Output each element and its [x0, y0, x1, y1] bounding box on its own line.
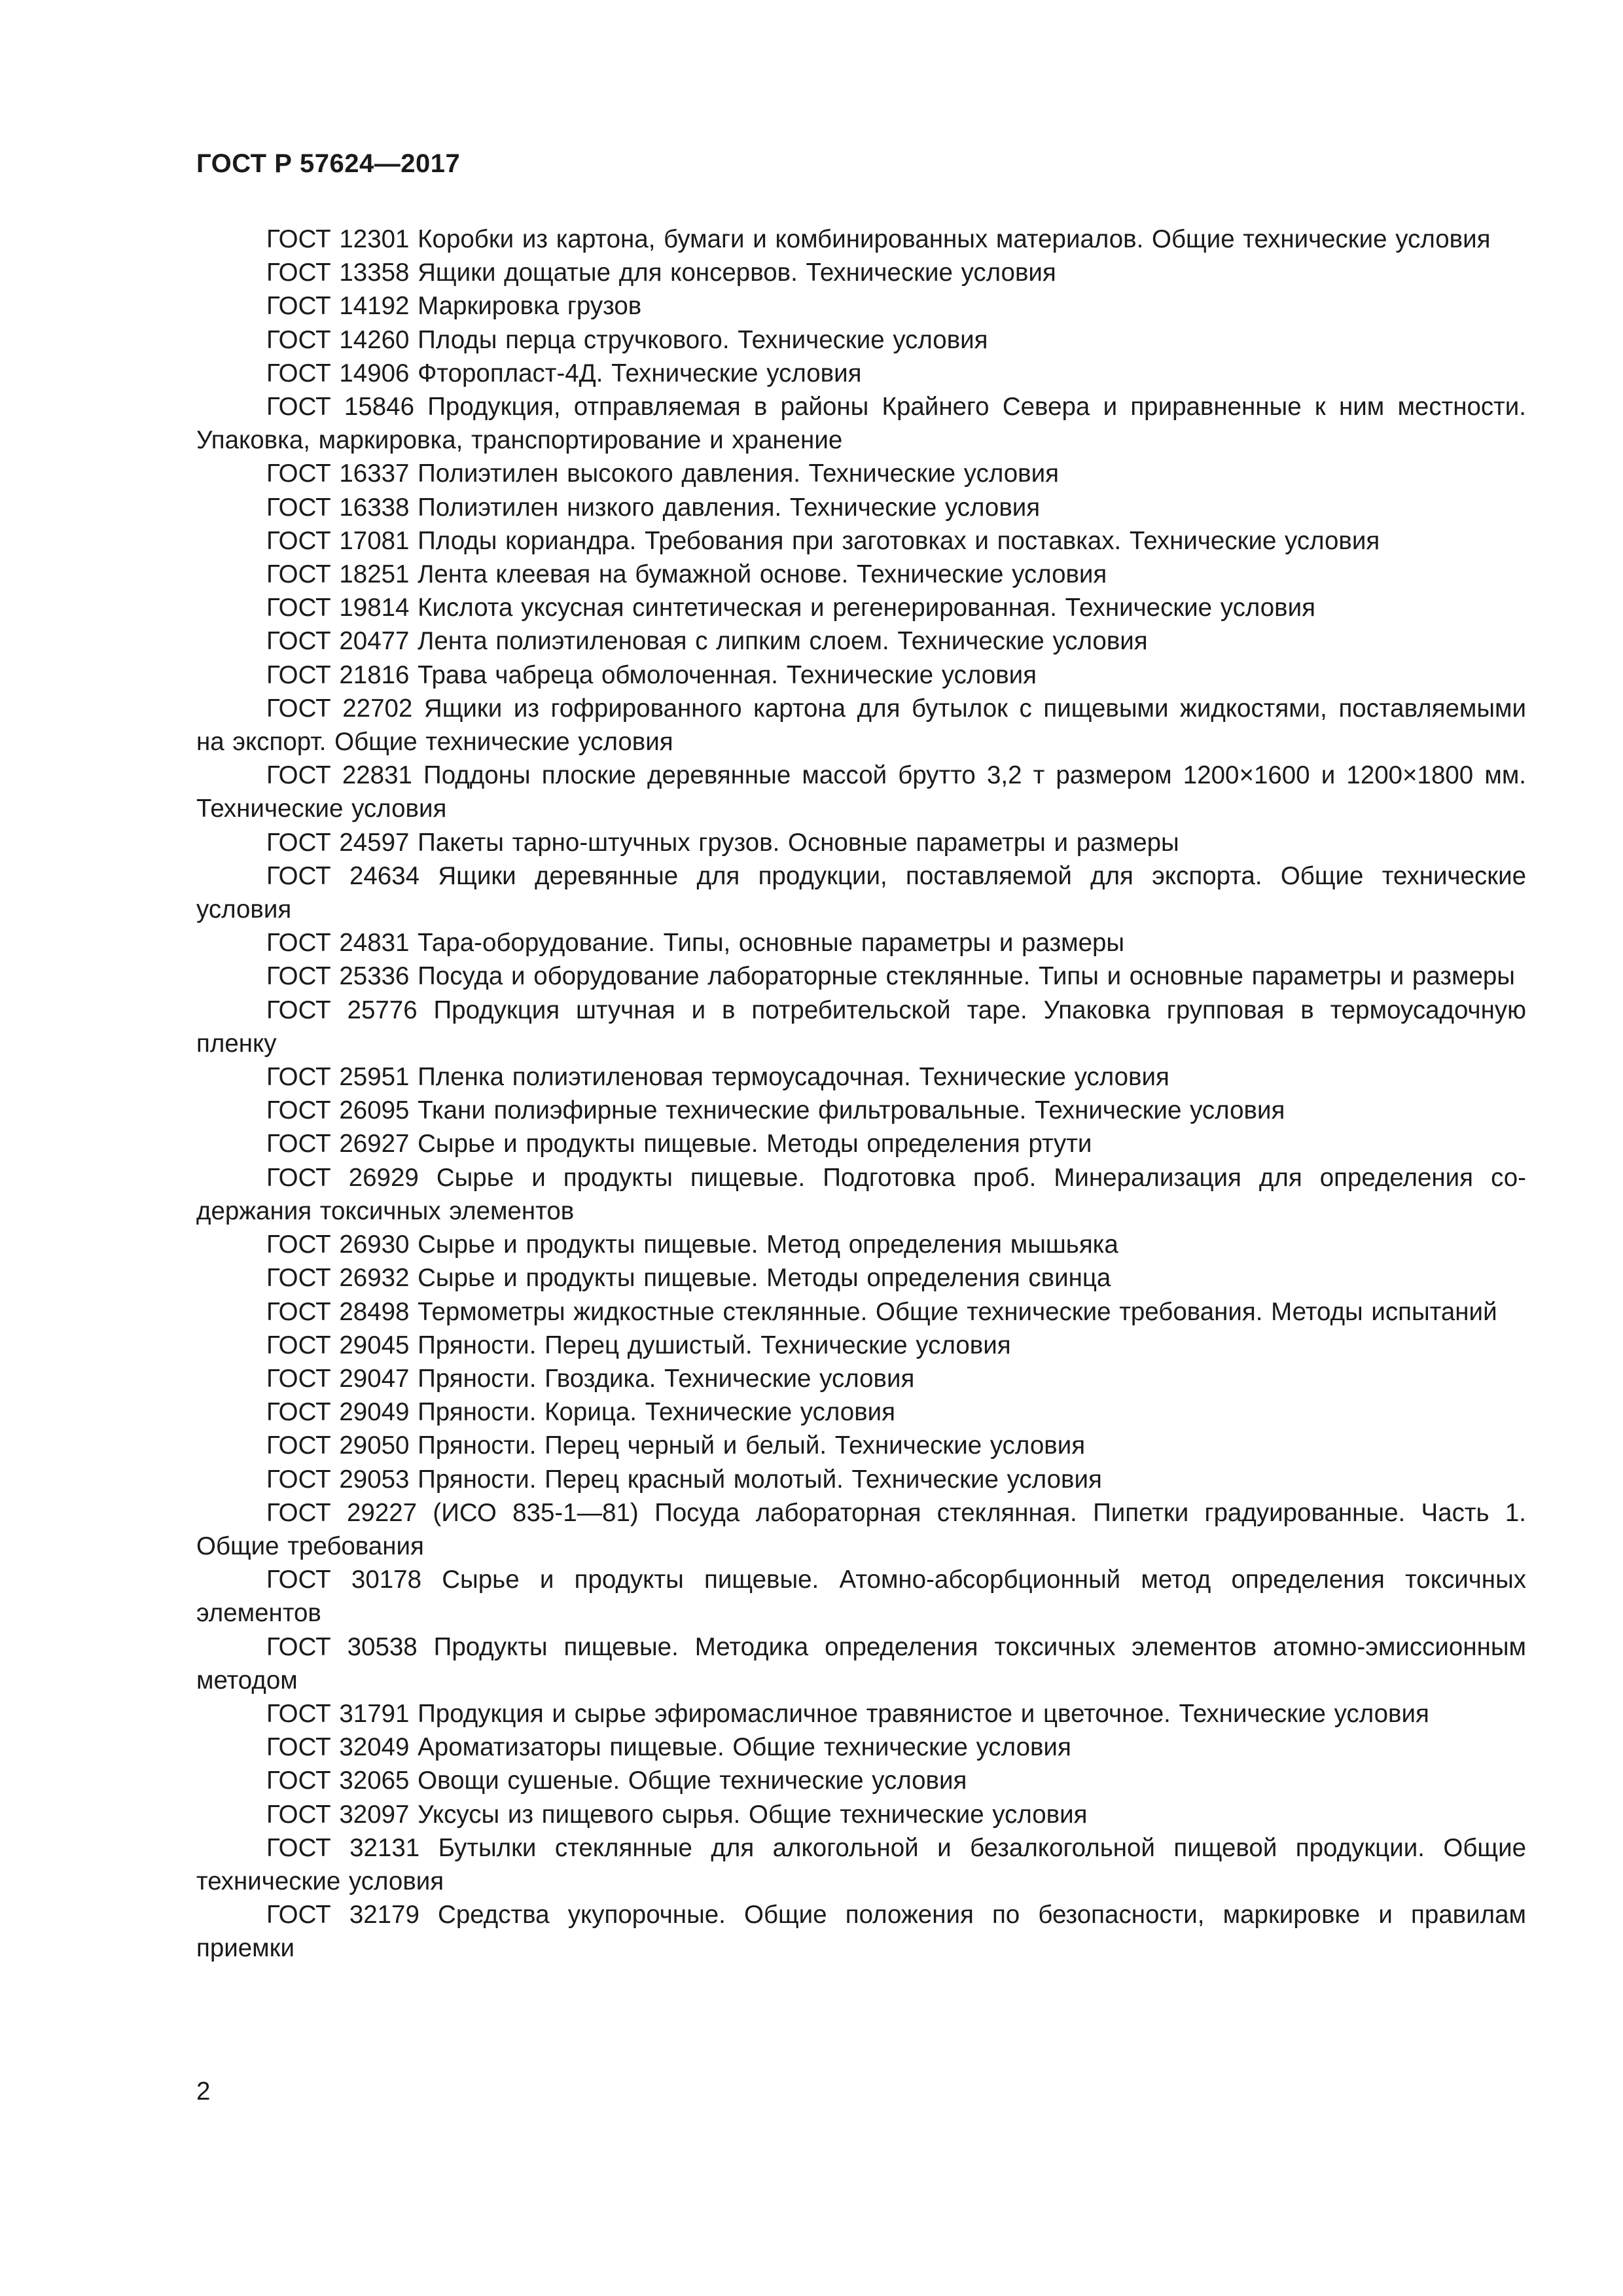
- reference-item: ГОСТ 21816 Трава чабреца обмолоченная. Технические условия: [266, 660, 1037, 689]
- reference-item: ГОСТ 13358 Ящики дощатые для консервов. Технические условия: [266, 259, 1056, 287]
- reference-item: ГОСТ 18251 Лента клеевая на бумажной основе. Технические условия: [266, 560, 1107, 589]
- normative-references-list: [196, 223, 1526, 1965]
- reference-item: ГОСТ 29045 Пряности. Перец душистый. Технические условия: [266, 1331, 1011, 1359]
- reference-item: ГОСТ 12301 Коробки из картона, бумаги и комбинированных материалов. Общие технические условия: [266, 225, 1491, 253]
- reference-item: ГОСТ 16338 Полиэтилен низкого давления. Технические условия: [266, 493, 1041, 522]
- reference-item: ГОСТ 32065 Овощи сушеные. Общие технические условия: [266, 1767, 967, 1795]
- reference-item: ГОСТ 32131 Бутылки стеклянные для алкогольной и безалкогольной пищевой продукции. Общие технические условия: [196, 1833, 1526, 1895]
- reference-item: ГОСТ 28498 Термометры жидкостные стеклянные. Общие технические требования. Методы испытаний: [266, 1297, 1497, 1326]
- reference-item: ГОСТ 22702 Ящики из гофрированного картона для бутылок с пищевыми жидкостями, поставляемыми на экспорт. Общие технические условия: [196, 694, 1526, 757]
- reference-item: ГОСТ 26930 Сырье и продукты пищевые. Метод определения мышьяка: [266, 1230, 1118, 1259]
- reference-item: ГОСТ 32179 Средства укупорочные. Общие положения по безопасности, маркировке и правилам приемки: [196, 1901, 1526, 1963]
- reference-item: ГОСТ 26929 Сырье и продукты пищевые. Подготовка проб. Минерализация для определения содержания токсичных элементов: [196, 1163, 1526, 1225]
- reference-item: ГОСТ 29053 Пряности. Перец красный молотый. Технические условия: [266, 1465, 1102, 1494]
- reference-item: ГОСТ 31791 Продукция и сырье эфиромасличное травянистое и цветочное. Технические условия: [266, 1699, 1429, 1728]
- reference-item: ГОСТ 25951 Пленка полиэтиленовая термоусадочная. Технические условия: [266, 1063, 1169, 1092]
- reference-item: ГОСТ 19814 Кислота уксусная синтетическая и регенерированная. Технические условия: [266, 594, 1315, 622]
- reference-item: ГОСТ 26095 Ткани полиэфирные технические фильтровальные. Технические условия: [266, 1096, 1285, 1125]
- reference-item: ГОСТ 30538 Продукты пищевые. Методика определения токсичных элементов атомно-эмиссионным методом: [196, 1632, 1526, 1695]
- reference-item: ГОСТ 25776 Продукция штучная и в потребительской таре. Упаковка групповая в термоусадочную пленку: [196, 996, 1526, 1058]
- reference-item: ГОСТ 14192 Маркировка грузов: [266, 292, 642, 321]
- reference-item: ГОСТ 20477 Лента полиэтиленовая с липким слоем. Технические условия: [266, 627, 1148, 656]
- reference-item: ГОСТ 29227 (ИСО 835-1—81) Посуда лабораторная стеклянная. Пипетки градуированные. Часть 1. Общие требования: [196, 1498, 1526, 1560]
- reference-item: ГОСТ 16337 Полиэтилен высокого давления. Технические условия: [266, 459, 1059, 488]
- document-header: ГОСТ Р 57624—2017: [196, 149, 461, 178]
- reference-item: ГОСТ 29050 Пряности. Перец черный и белый. Технические условия: [266, 1431, 1086, 1460]
- page-number: 2: [196, 2077, 211, 2106]
- reference-item: ГОСТ 30178 Сырье и продукты пищевые. Атомно-абсорбционный метод определения токсичных элементов: [196, 1566, 1526, 1628]
- reference-item: ГОСТ 15846 Продукция, отправляемая в районы Крайнего Севера и приравненные к ним местности. Упаковка, маркировка, транспортирование и хранение: [196, 393, 1526, 455]
- reference-item: ГОСТ 29049 Пряности. Корица. Технические условия: [266, 1398, 895, 1427]
- reference-item: ГОСТ 14260 Плоды перца стручкового. Технические условия: [266, 325, 988, 354]
- reference-item: ГОСТ 32049 Ароматизаторы пищевые. Общие технические условия: [266, 1733, 1071, 1762]
- reference-item: ГОСТ 14906 Фторопласт-4Д. Технические условия: [266, 359, 862, 387]
- reference-item: ГОСТ 29047 Пряности. Гвоздика. Технические условия: [266, 1364, 915, 1393]
- reference-item: ГОСТ 24831 Тара-оборудование. Типы, основные параметры и размеры: [266, 929, 1125, 958]
- reference-item: ГОСТ 24634 Ящики деревянные для продукции, поставляемой для экспорта. Общие технические условия: [196, 861, 1526, 924]
- reference-item: ГОСТ 26932 Сырье и продукты пищевые. Методы определения свинца: [266, 1264, 1111, 1293]
- reference-item: ГОСТ 32097 Уксусы из пищевого сырья. Общие технические условия: [266, 1800, 1088, 1829]
- reference-item: ГОСТ 22831 Поддоны плоские деревянные массой брутто 3,2 т размером 1200×1600 и 1200×1800 мм. Технические условия: [196, 761, 1526, 823]
- reference-item: ГОСТ 26927 Сырье и продукты пищевые. Методы определения ртути: [266, 1130, 1092, 1158]
- reference-item: ГОСТ 25336 Посуда и оборудование лабораторные стеклянные. Типы и основные параметры и размеры: [266, 962, 1515, 991]
- reference-item: ГОСТ 17081 Плоды кориандра. Требования при заготовках и поставках. Технические условия: [266, 526, 1380, 555]
- reference-item: ГОСТ 24597 Пакеты тарно-штучных грузов. Основные параметры и размеры: [266, 828, 1179, 857]
